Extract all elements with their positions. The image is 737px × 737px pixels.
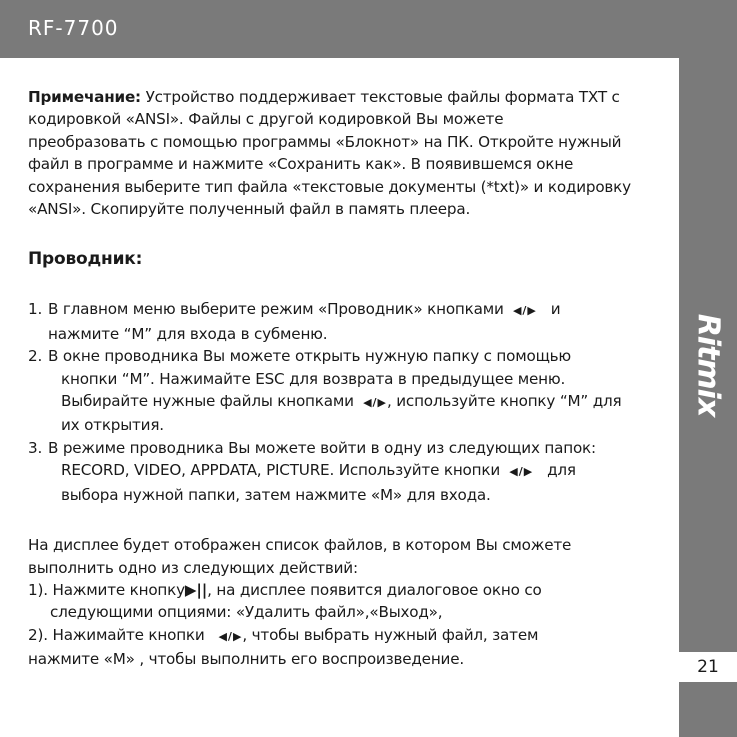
prev-next-icon: ◀/▶ (363, 396, 387, 410)
model-label: RF-7700 (28, 16, 119, 40)
files-intro (28, 534, 668, 579)
list-item-line: , используйте кнопку “М” для (387, 392, 622, 411)
prev-next-icon: ◀/▶ (512, 304, 537, 318)
page-number-box (679, 652, 737, 682)
page-content (28, 86, 668, 671)
note-line: Устройство поддерживает текстовые файлы формата TXT с (140, 88, 620, 106)
note-line: преобразовать с помощью программы «Блокнот» на ПК. Откройте нужный (28, 132, 622, 151)
list-item (28, 437, 668, 506)
list-item-line: для (547, 461, 576, 480)
prev-next-icon: ◀/▶ (509, 465, 534, 479)
list-item-line: RECORD, VIDEO, APPDATA, PICTURE. Используйте кнопки (61, 461, 501, 480)
prev-next-icon: ◀/▶ (218, 629, 243, 643)
page-number: 21 (697, 657, 719, 677)
files-intro-line: На дисплее будет отображен список файлов, в котором Вы сможете (28, 536, 572, 555)
action-item (28, 624, 668, 671)
action-item (28, 579, 668, 624)
action-number: 1). (28, 580, 48, 599)
explorer-heading: Проводник: (28, 249, 143, 270)
action-text: следующими опциями: «Удалить файл»,«Выход», (50, 603, 443, 622)
action-text: , на дисплее появится диалоговое окно со (207, 580, 542, 599)
note-line: кодировкой «ANSI». Файлы с другой кодировкой Вы можете (28, 110, 504, 129)
list-item-line: выбора нужной папки, затем нажмите «М» для входа. (61, 485, 491, 504)
action-text: Нажимайте кнопки (52, 625, 205, 644)
list-item-line: их открытия. (61, 416, 164, 435)
action-number: 2). (28, 625, 48, 644)
list-item-line: В режиме проводника Вы можете войти в одну из следующих папок: (48, 438, 596, 457)
note-line: сохранения выберите тип файла «текстовые документы (*txt)» и кодировку (28, 177, 631, 196)
list-item-number: 2. (28, 347, 43, 366)
brand-logo-text: Ritmix (690, 313, 726, 417)
action-text: , чтобы выбрать нужный файл, затем (242, 625, 539, 644)
list-item-line: Выбирайте нужные файлы кнопками (61, 392, 354, 411)
files-intro-line: выполнить одно из следующих действий: (28, 558, 358, 577)
list-item-line: кнопки “М”. Нажимайте ESC для возврата в предыдущее меню. (61, 369, 566, 388)
list-item (28, 298, 668, 345)
note-line: файл в программе и нажмите «Сохранить как». В появившемся окне (28, 155, 574, 174)
action-text: Нажмите кнопку (52, 580, 185, 599)
note-paragraph (28, 86, 668, 220)
list-item-line: и (550, 300, 561, 319)
header-band (0, 0, 737, 58)
list-item-line: нажмите “М” для входа в субменю. (48, 324, 328, 343)
play-pause-icon: ▶|| (184, 580, 208, 599)
list-item-number: 3. (28, 438, 43, 457)
note-line: «ANSI». Скопируйте полученный файл в память плеера. (28, 200, 471, 219)
note-label: Примечание: (28, 88, 141, 106)
brand-logo (684, 300, 732, 430)
action-text: нажмите «М» , чтобы выполнить его воспроизведение. (28, 650, 464, 669)
list-item (28, 345, 668, 437)
list-item-line: В главном меню выберите режим «Проводник» кнопками (48, 300, 504, 319)
list-item-number: 1. (28, 300, 43, 319)
list-item-line: В окне проводника Вы можете открыть нужную папку с помощью (48, 347, 572, 366)
